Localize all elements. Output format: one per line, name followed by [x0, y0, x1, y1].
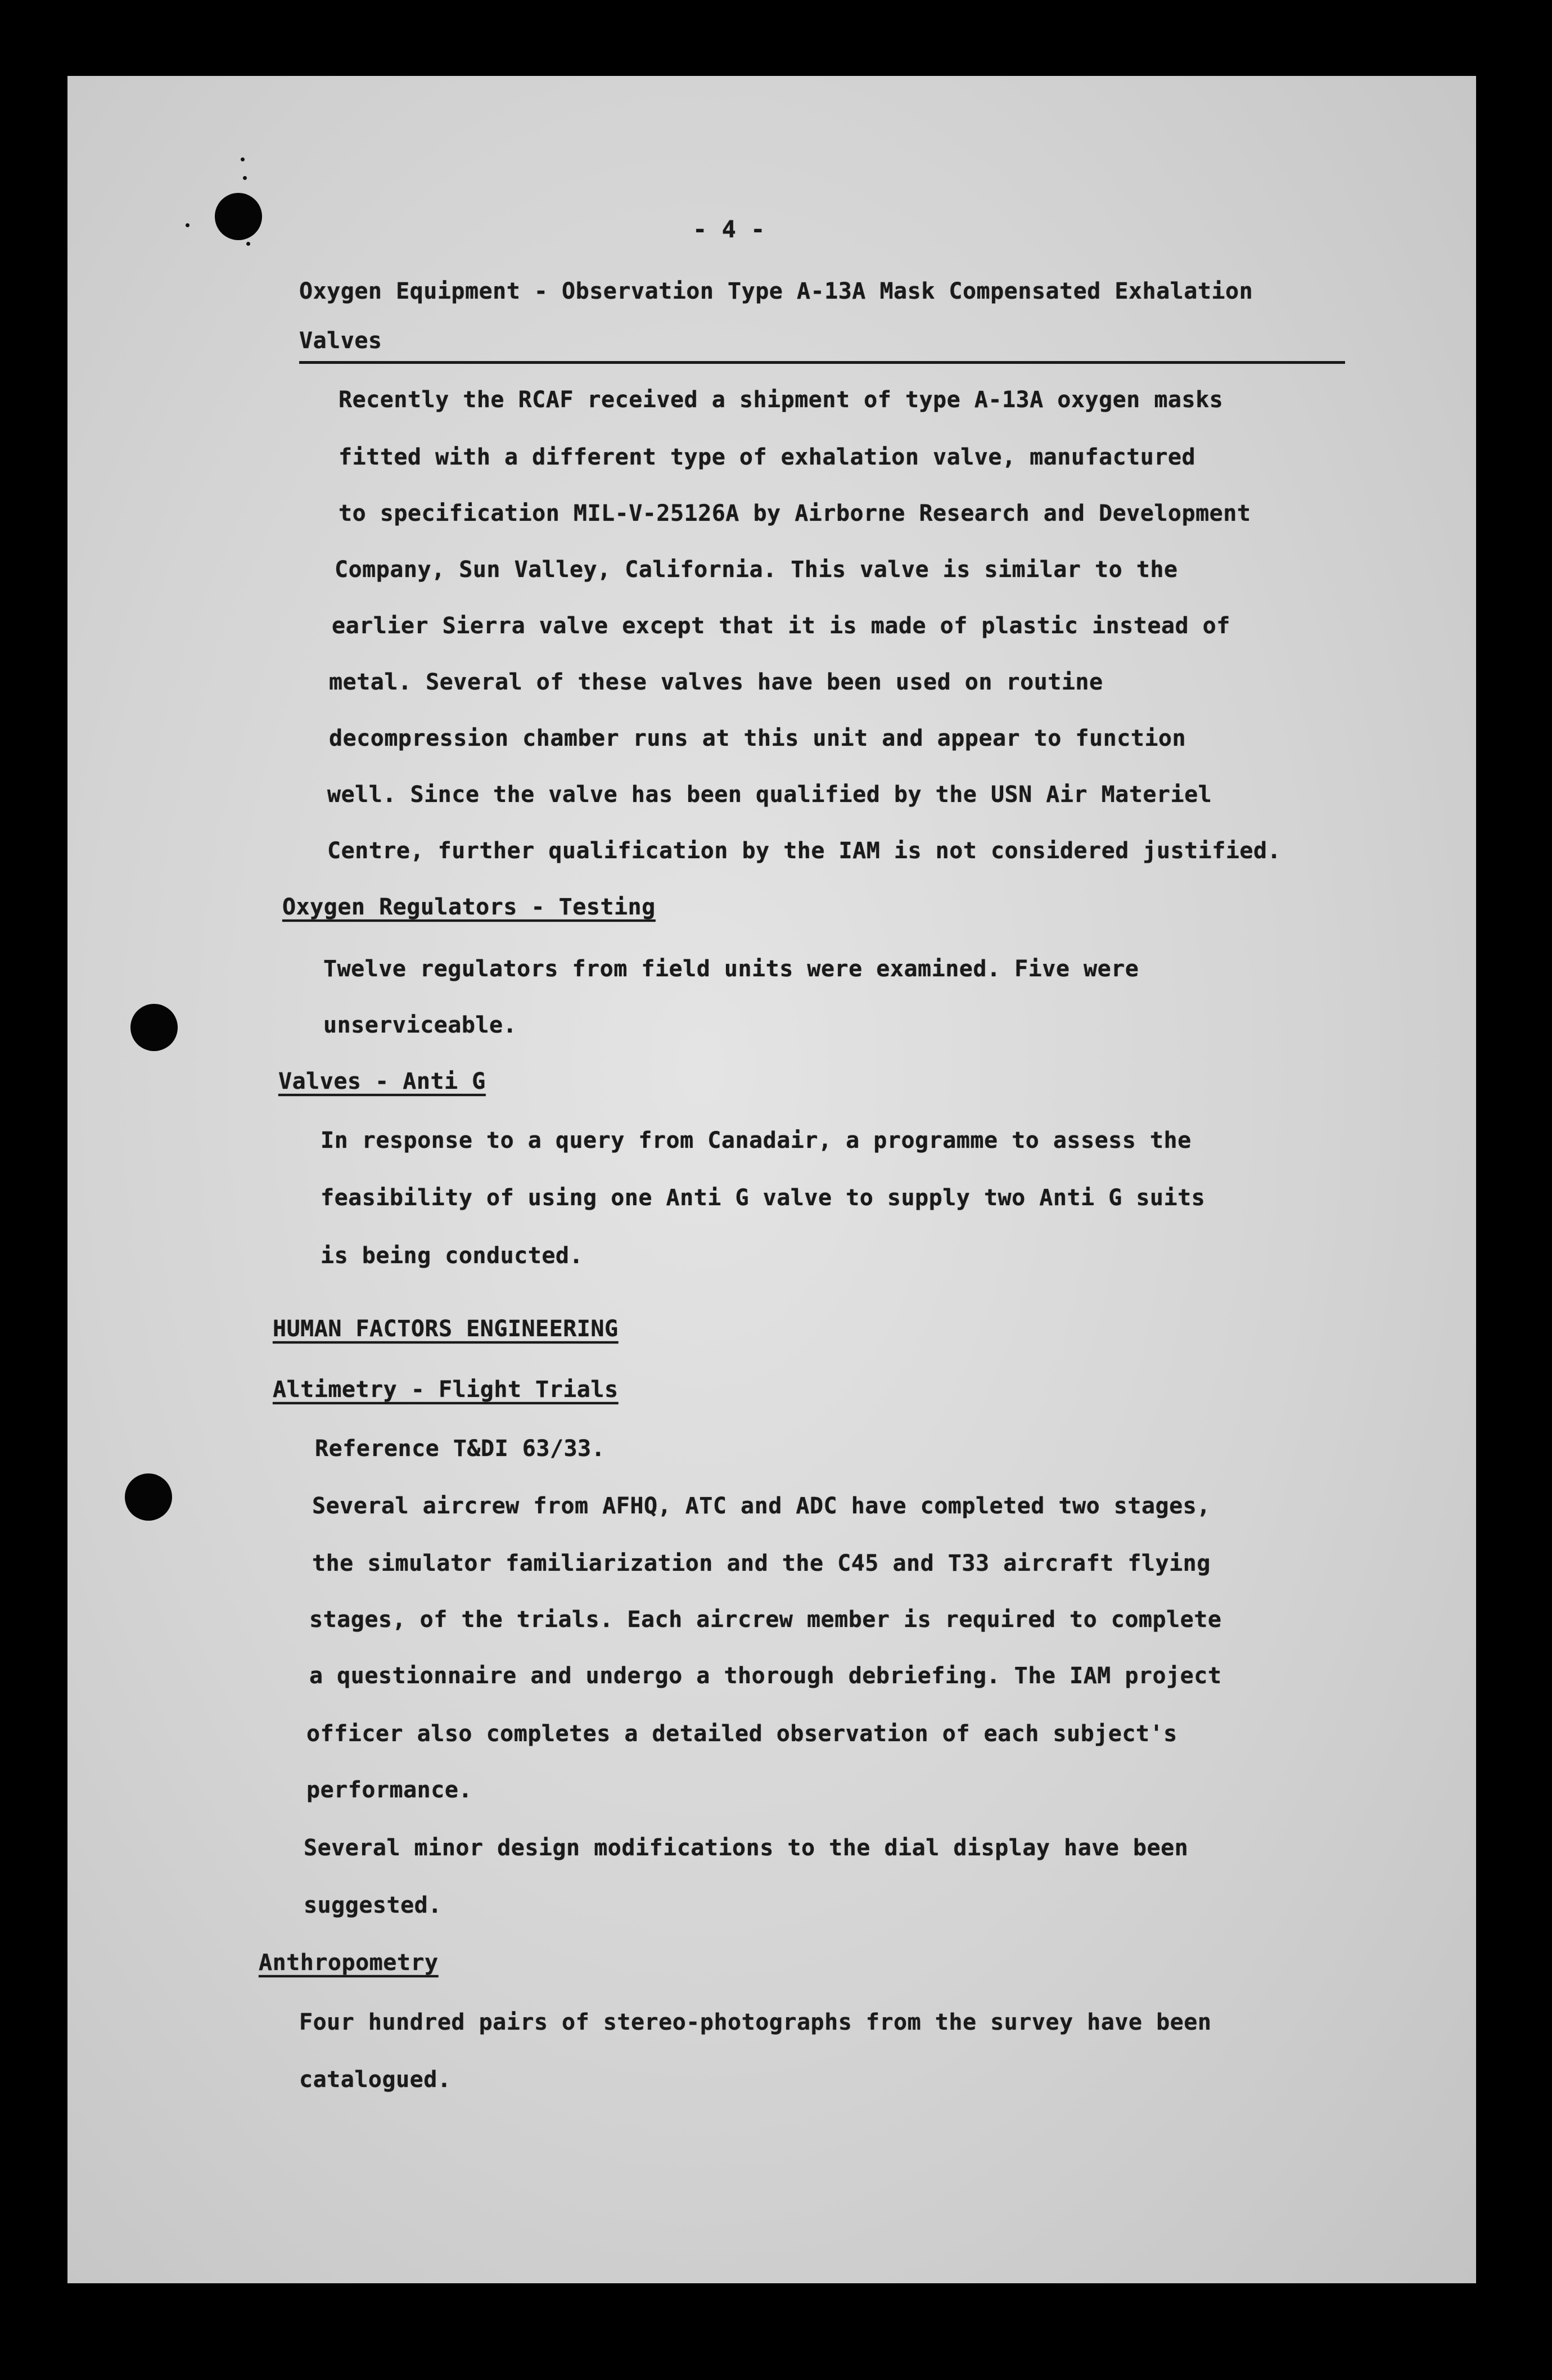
paragraph-line: Company, Sun Valley, California. This valve is similar to the	[335, 557, 1178, 583]
paragraph-line: well. Since the valve has been qualified by the USN Air Materiel	[327, 782, 1212, 808]
paragraph-line: to specification MIL-V-25126A by Airborne Research and Development	[339, 501, 1251, 526]
paragraph-line: stages, of the trials. Each aircrew member is required to complete	[309, 1607, 1222, 1633]
speck	[241, 157, 245, 161]
paragraph-line: earlier Sierra valve except that it is made of plastic instead of	[332, 613, 1230, 639]
paragraph-line: suggested.	[304, 1892, 442, 1918]
paragraph-line: Several minor design modifications to the dial display have been	[304, 1835, 1189, 1861]
paragraph-line: unserviceable.	[323, 1012, 517, 1038]
punch-hole-top	[215, 193, 262, 240]
paragraph-line: Four hundred pairs of stereo-photographs from the survey have been	[299, 2009, 1212, 2035]
paragraph-line: is being conducted.	[321, 1243, 584, 1269]
paragraph-line: decompression chamber runs at this unit and appear to function	[329, 725, 1186, 751]
paragraph-line: officer also completes a detailed observation of each subject's	[306, 1721, 1177, 1747]
paragraph-line: the simulator familiarization and the C45 and T33 aircraft flying	[312, 1550, 1211, 1576]
speck	[246, 242, 250, 246]
section-heading: Anthropometry	[259, 1950, 439, 1976]
paragraph-line: Centre, further qualification by the IAM is not considered justified.	[327, 838, 1282, 864]
document-page	[67, 76, 1476, 2283]
paragraph-line: fitted with a different type of exhalation valve, manufactured	[339, 444, 1196, 470]
section-heading: Oxygen Regulators - Testing	[282, 894, 656, 920]
paragraph-line: a questionnaire and undergo a thorough debriefing. The IAM project	[309, 1663, 1222, 1689]
paragraph-line: catalogued.	[299, 2067, 452, 2093]
punch-hole-lower	[125, 1473, 172, 1521]
speck	[186, 223, 190, 227]
reference-line: Reference T&DI 63/33.	[315, 1436, 606, 1462]
paragraph-line: Twelve regulators from field units were examined. Five were	[323, 956, 1139, 982]
paragraph-line: Recently the RCAF received a shipment of type A-13A oxygen masks	[339, 387, 1224, 413]
paragraph-line: Several aircrew from AFHQ, ATC and ADC have completed two stages,	[312, 1493, 1211, 1519]
paragraph-line: In response to a query from Canadair, a programme to assess the	[321, 1128, 1192, 1153]
speck	[243, 176, 247, 180]
major-heading: HUMAN FACTORS ENGINEERING	[273, 1316, 619, 1342]
punch-hole-middle	[130, 1004, 178, 1051]
section-heading: Altimetry - Flight Trials	[273, 1377, 619, 1403]
paragraph-line: metal. Several of these valves have been used on routine	[329, 669, 1103, 695]
section-heading: Valves	[299, 328, 382, 354]
page-number: - 4 -	[693, 215, 765, 243]
paragraph-line: feasibility of using one Anti G valve to supply two Anti G suits	[321, 1185, 1206, 1211]
section-heading: Oxygen Equipment - Observation Type A-13A Mask Compensated Exhalation	[299, 278, 1253, 304]
paragraph-line: performance.	[306, 1777, 472, 1803]
heading-underline	[299, 361, 1345, 364]
section-heading: Valves - Anti G	[278, 1069, 486, 1094]
